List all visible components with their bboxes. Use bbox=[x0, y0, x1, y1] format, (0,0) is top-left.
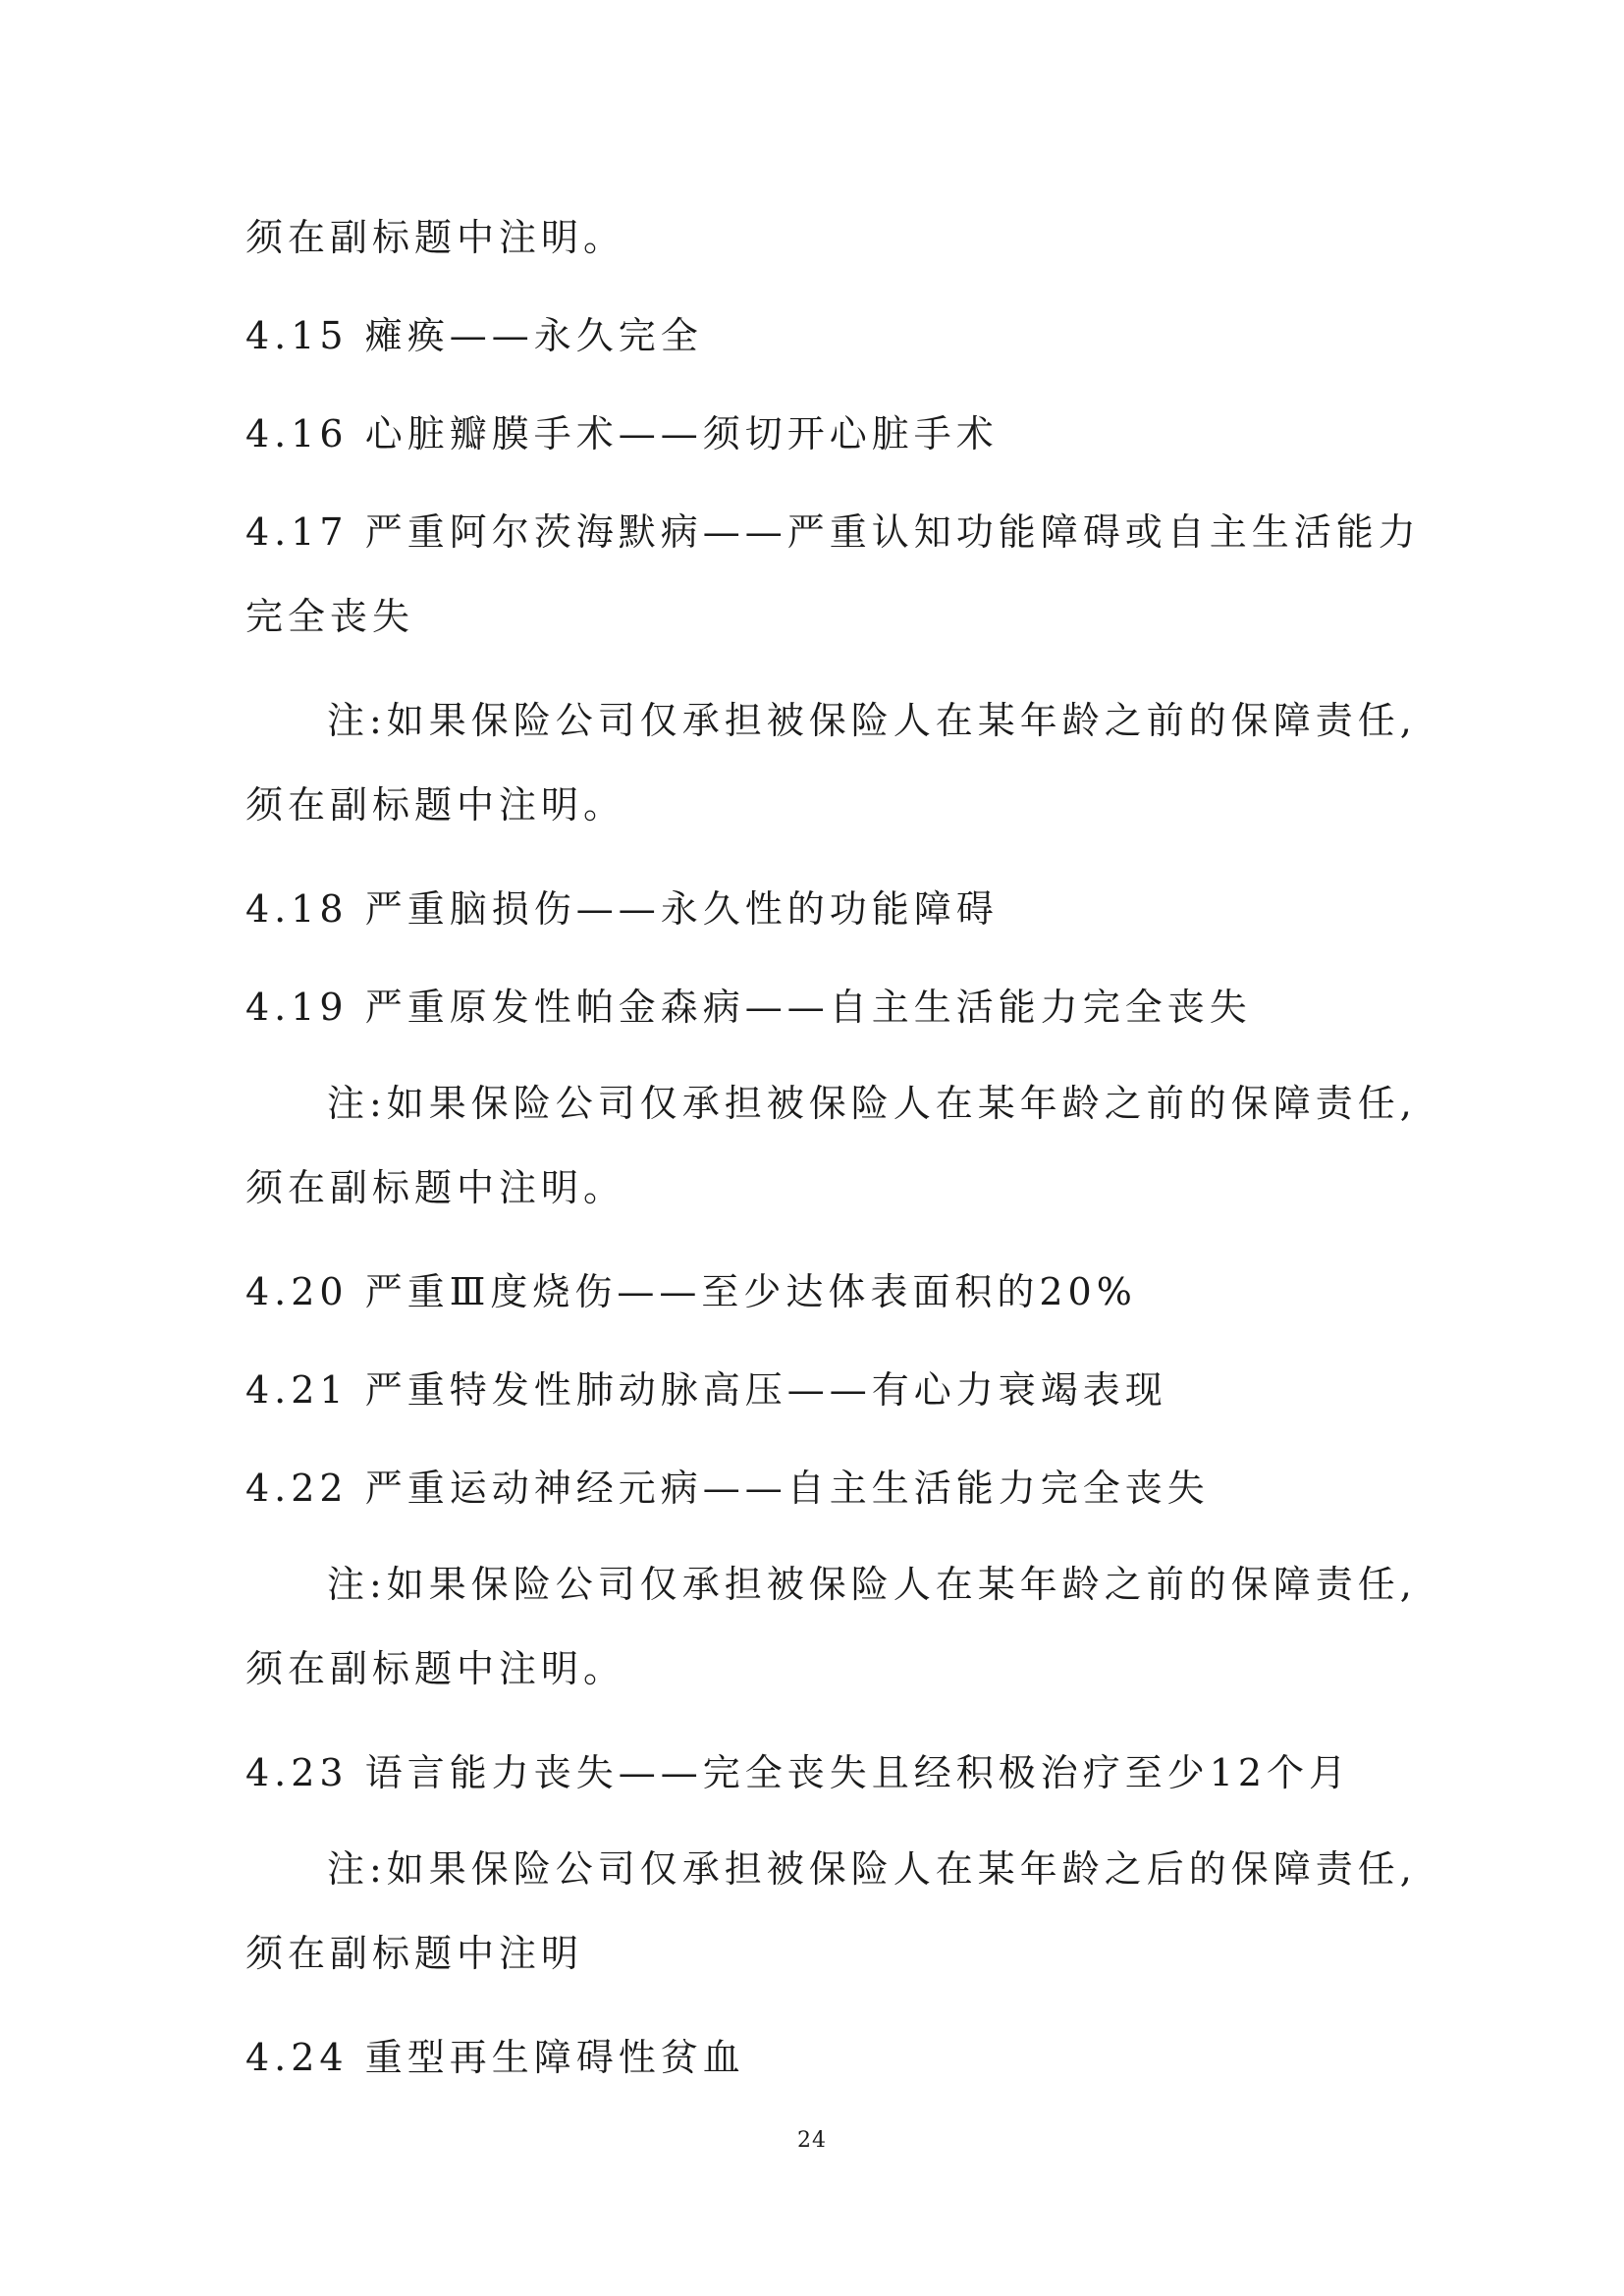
section-heading-4-16: 4.16 心脏瓣膜手术——须切开心脏手术 bbox=[245, 412, 999, 455]
section-heading-4-20: 4.20 严重Ⅲ度烧伤——至少达体表面积的20% bbox=[245, 1270, 1137, 1313]
text-line: 须在副标题中注明 bbox=[245, 1932, 584, 1975]
text-line: 须在副标题中注明。 bbox=[245, 1647, 626, 1690]
text-line: 须在副标题中注明。 bbox=[245, 216, 626, 259]
section-heading-4-22: 4.22 严重运动神经元病——自主生活能力完全丧失 bbox=[245, 1467, 1210, 1510]
section-heading-4-15: 4.15 瘫痪——永久完全 bbox=[245, 314, 703, 357]
section-heading-4-21: 4.21 严重特发性肺动脉高压——有心力衰竭表现 bbox=[245, 1368, 1167, 1412]
text-line: 须在副标题中注明。 bbox=[245, 783, 626, 827]
note-line: 注:如果保险公司仅承担被保险人在某年龄之前的保障责任, bbox=[327, 1563, 1417, 1606]
text-line: 须在副标题中注明。 bbox=[245, 1166, 626, 1209]
page-number: 24 bbox=[797, 2128, 827, 2153]
section-heading-4-18: 4.18 严重脑损伤——永久性的功能障碍 bbox=[245, 887, 999, 931]
note-line: 注:如果保险公司仅承担被保险人在某年龄之后的保障责任, bbox=[327, 1847, 1417, 1891]
note-line: 注:如果保险公司仅承担被保险人在某年龄之前的保障责任, bbox=[327, 699, 1417, 742]
text-line: 完全丧失 bbox=[245, 595, 415, 638]
section-heading-4-23: 4.23 语言能力丧失——完全丧失且经积极治疗至少12个月 bbox=[245, 1751, 1352, 1794]
section-heading-4-19: 4.19 严重原发性帕金森病——自主生活能力完全丧失 bbox=[245, 986, 1252, 1029]
section-heading-4-24: 4.24 重型再生障碍性贫血 bbox=[245, 2036, 745, 2079]
section-heading-4-17: 4.17 严重阿尔茨海默病——严重认知功能障碍或自主生活能力 bbox=[245, 510, 1421, 554]
note-line: 注:如果保险公司仅承担被保险人在某年龄之前的保障责任, bbox=[327, 1082, 1417, 1125]
